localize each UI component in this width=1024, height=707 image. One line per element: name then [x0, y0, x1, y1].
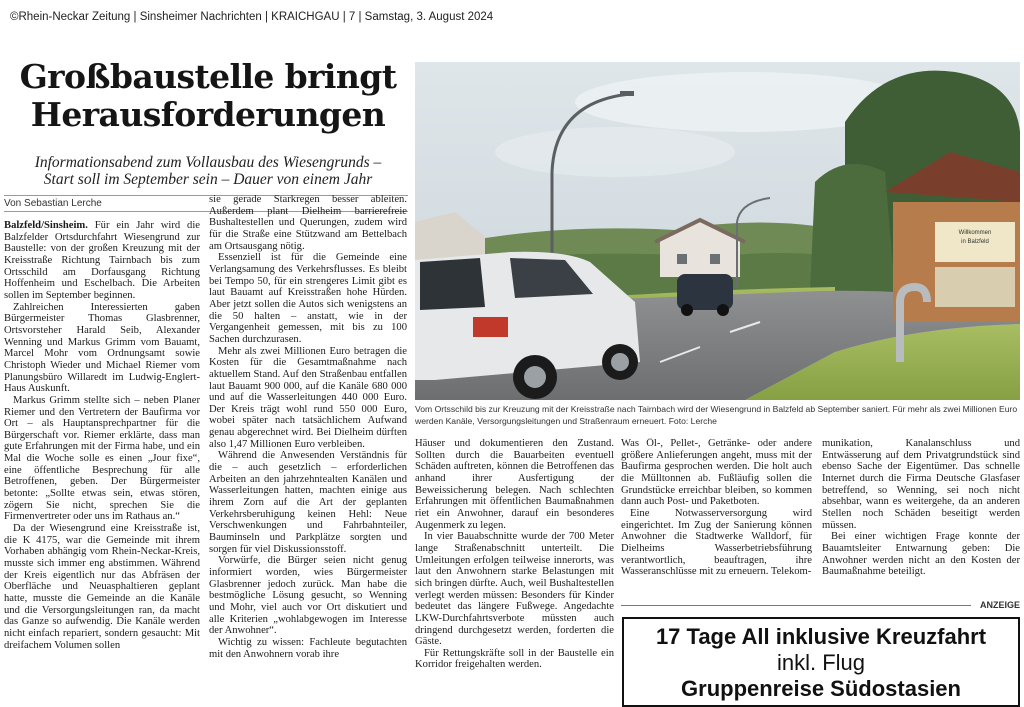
- paragraph: Häuser und dokumentieren den Zustand. Sollten durch die Bauarbeiten eventuell Schäden auftreten, können die Betroffenen das anhand ihrer Ausfertigung der Beweissicherung belegen. Nach schlechten Erfahrungen mit öffentlichen Baumaßnahmen riet ein Anwohner, darauf ein besonderes Augenmerk zu legen.: [415, 438, 614, 531]
- paragraph: Was Öl-, Pellet-, Getränke- oder andere größere Anlieferungen angeht, muss mit der Baufirma gesprochen werden. Die holt auch die Mülltonnen ab. Fußläufig sollen die Grundstücke erreichbar bleiben, so kommen dann auch Post- und Paketboten.: [621, 438, 812, 508]
- paragraph: Mehr als zwei Millionen Euro betragen die Kosten für die Gesamtmaßnahme nach aktuellem Stand. Auf den Straßenbau entfallen laut Bauamt 900 000, auf die Kanäle 680 000 und auf die Wasserleitungen 440 000 Euro. Der Kreis trägt wohl rund 550 000 Euro, wobei später nach tatsächlichem Aufwand genau abgerechnet wird. Bei Dielheim dürften also 1,47 Millionen Euro verbleiben.: [209, 345, 407, 450]
- photo-caption: [415, 404, 1020, 427]
- article-column-5: [822, 438, 1020, 580]
- paragraph: Da der Wiesengrund eine Kreisstraße ist, die K 4175, war die Gemeinde mit ihrem Vorhaben abhängig vom Rhein-Neckar-Kreis, musste sich immer eng abstimmen. Während der Kreis eigentlich nur das Abfräsen der Oberfläche und Neuasphaltieren geplant hatte, musste die Gemeinde an die Kanäle und die Versorgungsleitungen ran, da macht das Ganze so aufwendig. Die Kanäle werden nicht einfach repariert, sondern gesaucht: Mit dreifachem Volumen sollen: [4, 523, 200, 651]
- paragraph: sie gerade Starkregen besser ableiten. Außerdem plant Dielheim barrierefreie Bushaltestellen und Querungen, zudem wird für die Straße eine Stützwand am Bettelbach am Ortsausgang nötig.: [209, 194, 407, 252]
- headline: [6, 58, 410, 134]
- headline-line-1: Großbaustelle bringt: [19, 57, 397, 96]
- article-column-3: [415, 438, 614, 690]
- paragraph: Balzfeld/Sinsheim. Für ein Jahr wird die Balzfelder Ortsdurchfahrt Wiesengrund zur Baustelle: von der großen Kreuzung mit der Kreisstraße Richtung Tairnbach bis zum Ortsschild am Dorfausgang Richtung Hoffenheim und Eschelbach. Die Arbeiten sollen im September beginnen.: [4, 220, 200, 301]
- article-column-2: [209, 194, 407, 690]
- paragraph: Während die Anwesenden Verständnis für die – auch gesetzlich – erforderlichen Arbeiten an den jahrzehntealten Kanälen und Wasserleitungen hatten, machten einige aus ihrem Zorn auf die Art der geplanten Verkehrsberuhigung keinen Hehl: Neue Verschwenkungen und Fahrbahnteiler, Bauminseln und Parkplätze sorgten und sorgen für viel Diskussionsstoff.: [209, 450, 407, 555]
- headline-line-2: Herausforderungen: [30, 95, 386, 134]
- newspaper-source-line: ©Rhein-Neckar Zeitung | Sinsheimer Nachrichten | KRAICHGAU | 7 | Samstag, 3. August 2024: [10, 11, 494, 23]
- subheadline: [8, 154, 408, 188]
- paragraph: Zahlreichen Interessierten gaben Bürgermeister Thomas Glasbrenner, Ortsvorsteher Harald Seib, Alexander Wenning und Markus Grimm vom Bauamt, Marcel Mohr vom Ordnungsamt sowie Christoph Wieder und Michael Riemer vom Planungsbüro Willaredt im Ludwig-Englert-Haus Auskunft.: [4, 301, 200, 395]
- article-column-4: [621, 438, 812, 580]
- subheadline-line-2: Start soll im September sein – Dauer von einem Jahr: [43, 171, 373, 188]
- ad-subline: inkl. Flug: [776, 650, 866, 675]
- ad-tagline: Gruppenreise Südostasien: [681, 676, 961, 701]
- street-photo-illustration: [415, 62, 1020, 400]
- dateline: Balzfeld/Sinsheim.: [4, 220, 88, 231]
- article-column-1: [4, 220, 200, 690]
- svg-text:in Balzfeld: in Balzfeld: [961, 239, 989, 245]
- advertisement-box[interactable]: [622, 617, 1020, 707]
- paragraph: Bei einer wichtigen Frage konnte der Bauamtsleiter Entwarnung geben: Die Anwohner werden nicht an den Kosten der Baumaßnahme beteiligt.: [822, 531, 1020, 578]
- street-photo: [415, 62, 1020, 400]
- paragraph: Eine Notwasserversorgung wird eingerichtet. Im Zug der Sanierung können Anwohner die Stadtwerke Walldorf, für Dielheims Wasserbetriebsführung verantwortlich, beauftragen, ihre Wasseranschlüsse mit zu erneuern. Telekom-: [621, 507, 812, 578]
- subheadline-line-1: Informationsabend zum Vollausbau des Wiesengrunds –: [34, 154, 382, 171]
- caption-text: Vom Ortsschild bis zur Kreuzung mit der Kreisstraße nach Tairnbach wird der Wiesengrund in Balzfeld ab September saniert. Für mehr als zwei Millionen Euro werden Kanäle, Versorgungsleitungen und Straßenraum erneuert.: [415, 404, 1018, 426]
- paragraph: Für Rettungskräfte soll in der Baustelle ein Korridor freigehalten werden.: [415, 647, 614, 671]
- paragraph: Vorwürfe, die Bürger seien nicht genug informiert worden, wies Bürgermeister Glasbrenner jedoch zurück. Man habe die bestmögliche Lösung gesucht, so Wenning und Mohr, viel auch vor Ort diskutiert und alle Kriterien „wohlabgewogen im Interesse der Anwohner“.: [209, 555, 407, 637]
- caption-credit: Foto: Lerche: [668, 415, 717, 426]
- ad-label: ANZEIGE: [980, 600, 1021, 610]
- paragraph: Wichtig zu wissen: Fachleute begutachten mit den Anwohnern vorab ihre: [209, 636, 407, 660]
- ad-headline: 17 Tage All inklusive Kreuzfahrt: [655, 624, 987, 649]
- paragraph: In vier Bauabschnitte wurde der 700 Meter lange Straßenabschnitt unterteilt. Die Umleitungen erfolgen teilweise innerorts, was laut den Anwohnern starke Belastungen mit sich bringen dürfte. Auch, weil Bushaltestellen verlegt werden müssen: Besonders für Kinder bedeutet das längere Fußwege. Angedachte LKW-Durchfahrtsverbote müssten auch dringend durchgesetzt werden, forderten die Gäste.: [415, 531, 614, 648]
- paragraph: Essenziell ist für die Gemeinde eine Verlangsamung des Verkehrsflusses. Es bleibt bei Tempo 50, für ein strengeres Limit gibt es laut Bauamt auf Kreisstraßen hohe Hürden. Aber jetzt sollen die Autos sich wenigstens an die 50 halten – anstatt, wie in der Vergangenheit gemessen, mit bis zu 100 Sachen durchzurasen.: [209, 252, 407, 345]
- paragraph: Markus Grimm stellte sich – neben Planer Riemer und den Vertretern der Baufirma vor Ort – als Hauptansprechpartner für die Bürgerschaft vor. Riemer erklärte, dass man gute Erfahrungen mit der Firma habe, und ein Mal die Woche solle es einen „Jour fixe“, eine öffentliche Besprechung für alle Betroffenen, geben. Der Bürgermeister betonte: „Sollte etwas sein, etwas stören, zögern Sie nicht, sprechen Sie die Firmenvertreter oder uns im Rathaus an.“: [4, 394, 200, 523]
- ad-separator-rule: [621, 605, 971, 606]
- author-byline: Von Sebastian Lerche: [4, 198, 102, 209]
- svg-text:Willkommen: Willkommen: [958, 230, 992, 236]
- paragraph: munikation, Kanalanschluss und Entwässerung auf dem Privatgrundstück sind ebenso Sache der Eigentümer. Das schnelle Internet durch die Firma Deutsche Glasfaser betreffend, so Wenning, sei noch nicht absehbar, wann es weitergehe, da an anderen Stellen noch Schäden beseitigt werden müssen.: [822, 438, 1020, 531]
